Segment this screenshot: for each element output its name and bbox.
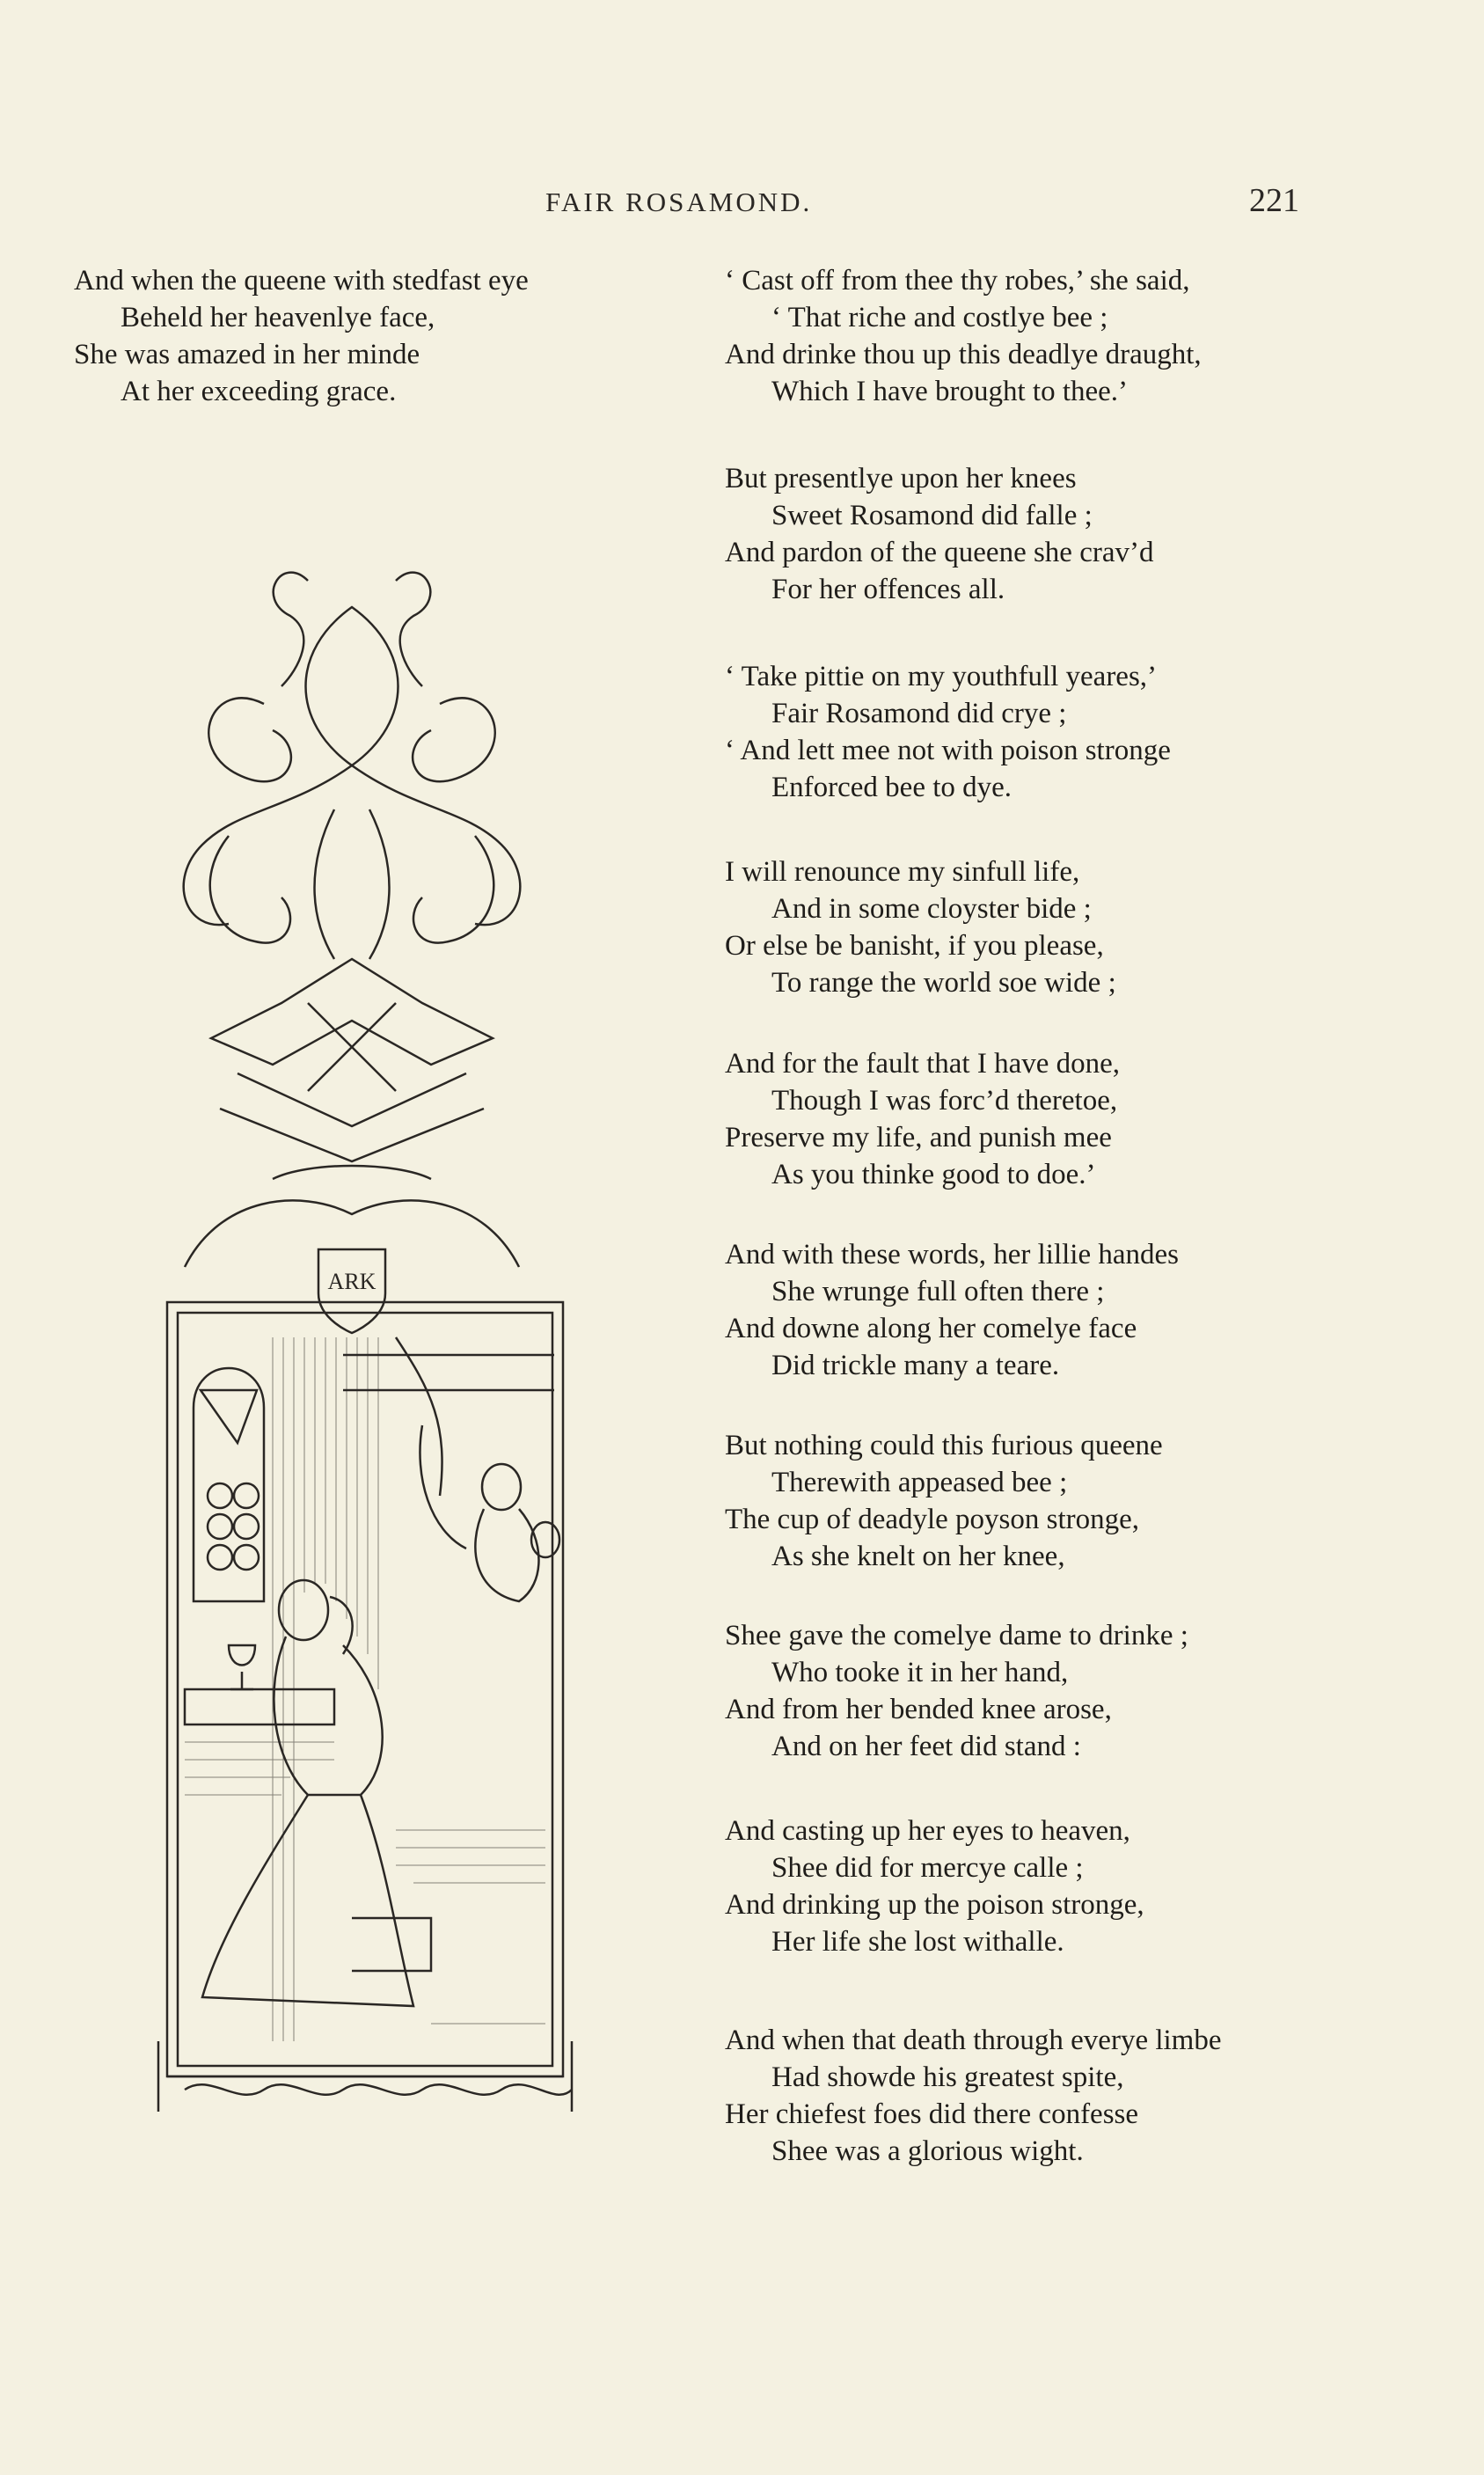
verse-line: And on her feet did stand : bbox=[771, 1731, 1081, 1762]
right-stanza bbox=[725, 1236, 1179, 1384]
verse-line: ‘ And lett mee not with poison stronge bbox=[725, 735, 1171, 766]
verse-line: Had showde his greatest spite, bbox=[771, 2061, 1124, 2093]
verse-line: Shee did for mercye calle ; bbox=[771, 1852, 1084, 1884]
goblet-icon bbox=[185, 1645, 334, 1724]
verse-line: ‘ Take pittie on my youthfull yeares,’ bbox=[725, 661, 1158, 692]
shield-text: ARK bbox=[327, 1269, 376, 1294]
ornamental-scroll-icon bbox=[184, 573, 521, 1179]
window-icon bbox=[194, 1368, 264, 1601]
right-stanza bbox=[725, 1045, 1120, 1193]
verse-line: Fair Rosamond did crye ; bbox=[771, 698, 1067, 729]
verse-line: As you thinke good to doe.’ bbox=[771, 1159, 1096, 1190]
verse-line: And when that death through everye limbe bbox=[725, 2025, 1222, 2056]
seated-woman-icon bbox=[202, 1580, 431, 2006]
engraving-illustration bbox=[132, 546, 598, 2112]
verse-line: And downe along her comelye face bbox=[725, 1313, 1137, 1344]
verse-line: To range the world soe wide ; bbox=[771, 967, 1116, 999]
verse-line: The cup of deadyle poyson stronge, bbox=[725, 1504, 1140, 1535]
verse-line: And pardon of the queene she crav’d bbox=[725, 537, 1154, 568]
verse-line: Beheld her heavenlye face, bbox=[121, 302, 435, 333]
verse-line: Which I have brought to thee.’ bbox=[771, 376, 1129, 407]
verse-line: Her chiefest foes did there confesse bbox=[725, 2098, 1139, 2130]
verse-line: Her life she lost withalle. bbox=[771, 1926, 1064, 1958]
right-stanza bbox=[725, 1427, 1163, 1575]
right-stanza bbox=[725, 853, 1116, 1001]
verse-line: And drinking up the poison stronge, bbox=[725, 1889, 1144, 1921]
verse-line: She wrunge full often there ; bbox=[771, 1276, 1105, 1307]
verse-line: She was amazed in her minde bbox=[74, 339, 420, 370]
verse-line: Enforced bee to dye. bbox=[771, 772, 1012, 803]
bottom-scroll-icon bbox=[185, 2084, 572, 2095]
verse-line: Though I was forc’d theretoe, bbox=[771, 1085, 1118, 1117]
verse-line: And from her bended knee arose, bbox=[725, 1694, 1112, 1725]
left-stanza bbox=[74, 262, 529, 410]
verse-line: Shee was a glorious wight. bbox=[771, 2135, 1084, 2167]
verse-line: For her offences all. bbox=[771, 574, 1005, 605]
verse-line: I will renounce my sinfull life, bbox=[725, 856, 1080, 888]
verse-line: As she knelt on her knee, bbox=[771, 1541, 1065, 1572]
verse-line: Who tooke it in her hand, bbox=[771, 1657, 1069, 1688]
right-stanza bbox=[725, 1617, 1188, 1765]
right-stanza bbox=[725, 262, 1202, 410]
right-stanza bbox=[725, 460, 1153, 608]
running-title: FAIR ROSAMOND. bbox=[545, 187, 813, 217]
verse-line: And when the queene with stedfast eye bbox=[74, 265, 529, 297]
verse-line: Did trickle many a teare. bbox=[771, 1350, 1060, 1381]
right-stanza bbox=[725, 2022, 1222, 2170]
verse-line: And casting up her eyes to heaven, bbox=[725, 1815, 1130, 1847]
verse-line: ‘ That riche and costlye bee ; bbox=[771, 302, 1108, 333]
verse-line: And drinke thou up this deadlye draught, bbox=[725, 339, 1202, 370]
right-stanza bbox=[725, 658, 1171, 806]
right-stanza bbox=[725, 1812, 1144, 1960]
verse-line: Shee gave the comelye dame to drinke ; bbox=[725, 1620, 1188, 1651]
verse-line: And with these words, her lillie handes bbox=[725, 1239, 1179, 1270]
page-number: 221 bbox=[1249, 182, 1299, 219]
verse-line: ‘ Cast off from thee thy robes,’ she said, bbox=[725, 265, 1190, 297]
verse-line: Therewith appeased bee ; bbox=[771, 1467, 1068, 1498]
background-figures-icon bbox=[343, 1337, 559, 1601]
verse-line: And in some cloyster bide ; bbox=[771, 893, 1092, 925]
verse-line: Preserve my life, and punish mee bbox=[725, 1122, 1112, 1153]
frame-icon bbox=[158, 1200, 572, 2112]
verse-line: And for the fault that I have done, bbox=[725, 1048, 1121, 1080]
verse-line: Sweet Rosamond did falle ; bbox=[771, 500, 1093, 531]
verse-line: Or else be banisht, if you please, bbox=[725, 930, 1104, 962]
verse-line: At her exceeding grace. bbox=[121, 376, 397, 407]
verse-line: But nothing could this furious queene bbox=[725, 1430, 1163, 1461]
verse-line: But presentlye upon her knees bbox=[725, 463, 1077, 494]
